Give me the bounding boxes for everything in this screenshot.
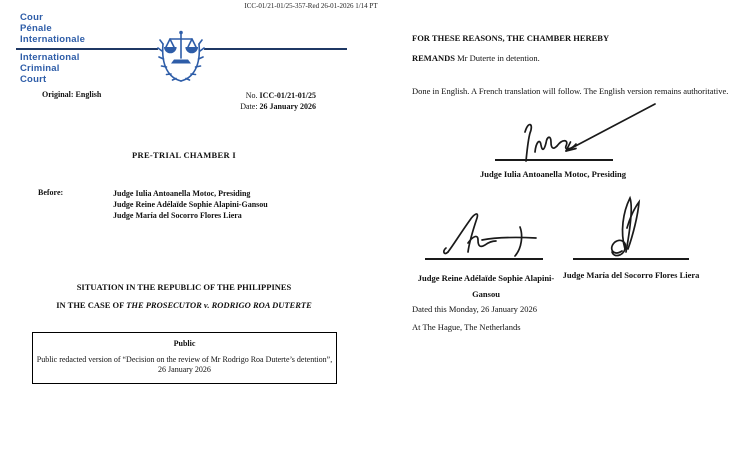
document-title-date: 26 January 2026 [158, 365, 211, 374]
case-number-line: No. ICC-01/21-01/25 [245, 91, 316, 100]
judge-signature-name: Judge Reine Adélaïde Sophie Alapini- Gansou [417, 273, 555, 299]
judge-name: Judge Iulia Antoanella Motoc, Presiding [113, 189, 251, 198]
signature-flores-liera-icon [600, 194, 648, 258]
case-number: ICC-01/21-01/25 [259, 91, 316, 100]
filing-stamp: ICC-01/21-01/25-357-Red 26-01-2026 1/14 PT [244, 2, 378, 10]
letterhead-french-line: Pénale [20, 23, 52, 34]
judge-signature-name: Judge María del Socorro Flores Liera [562, 270, 700, 280]
original-language-label: Original: English [42, 90, 102, 99]
letterhead-french-line: Cour [20, 12, 43, 23]
letterhead-english-line: International [20, 52, 80, 63]
remands-paragraph: REMANDS Mr Duterte in detention. [412, 53, 540, 63]
letterhead-french-line: Internationale [20, 34, 86, 45]
case-title: IN THE CASE OF THE PROSECUTOR v. RODRIGO ROA DUTERTE [56, 300, 312, 310]
case-number-block [166, 90, 316, 112]
letterhead-french [20, 12, 85, 45]
language-note: Done in English. A French translation will follow. The English version remains authoritative. [412, 86, 729, 96]
letterhead-english-line: Criminal [20, 63, 60, 74]
signature-alapini-gansou-icon [440, 206, 552, 258]
date-line: Date: 26 January 2026 [240, 102, 316, 111]
judge-name: Judge María del Socorro Flores Liera [113, 211, 242, 220]
judges-list [113, 188, 268, 221]
judge-signature-name: Judge Iulia Antoanella Motoc, Presiding [479, 169, 626, 179]
dated-line: Dated this Monday, 26 January 2026 [412, 304, 538, 314]
situation-title: SITUATION IN THE REPUBLIC OF THE PHILIPPINES [76, 282, 292, 292]
signature-line [495, 159, 613, 161]
signature-line [425, 258, 543, 260]
place-line: At The Hague, The Netherlands [412, 322, 521, 332]
chamber-title: PRE-TRIAL CHAMBER I [132, 150, 236, 160]
classification-box [32, 332, 337, 384]
document-title-line: Public redacted version of “Decision on the review of Mr Rodrigo Roa Duterte’s detention”, [36, 355, 333, 364]
icc-emblem-icon [157, 26, 205, 84]
case-parties: THE PROSECUTOR v. RODRIGO ROA DUTERTE [126, 300, 312, 310]
classification-title: Public [173, 339, 196, 348]
signature-line [573, 258, 689, 260]
filing-date: 26 January 2026 [259, 102, 316, 111]
before-label: Before: [38, 188, 64, 197]
judge-name: Judge Reine Adélaïde Sophie Alapini-Gansou [113, 200, 268, 209]
remands-keyword: REMANDS [412, 53, 455, 63]
letterhead-english-line: Court [20, 74, 47, 85]
signature-motoc-icon [505, 100, 660, 162]
letterhead-english [20, 52, 80, 85]
reasons-heading: FOR THESE REASONS, THE CHAMBER HEREBY [412, 33, 610, 43]
